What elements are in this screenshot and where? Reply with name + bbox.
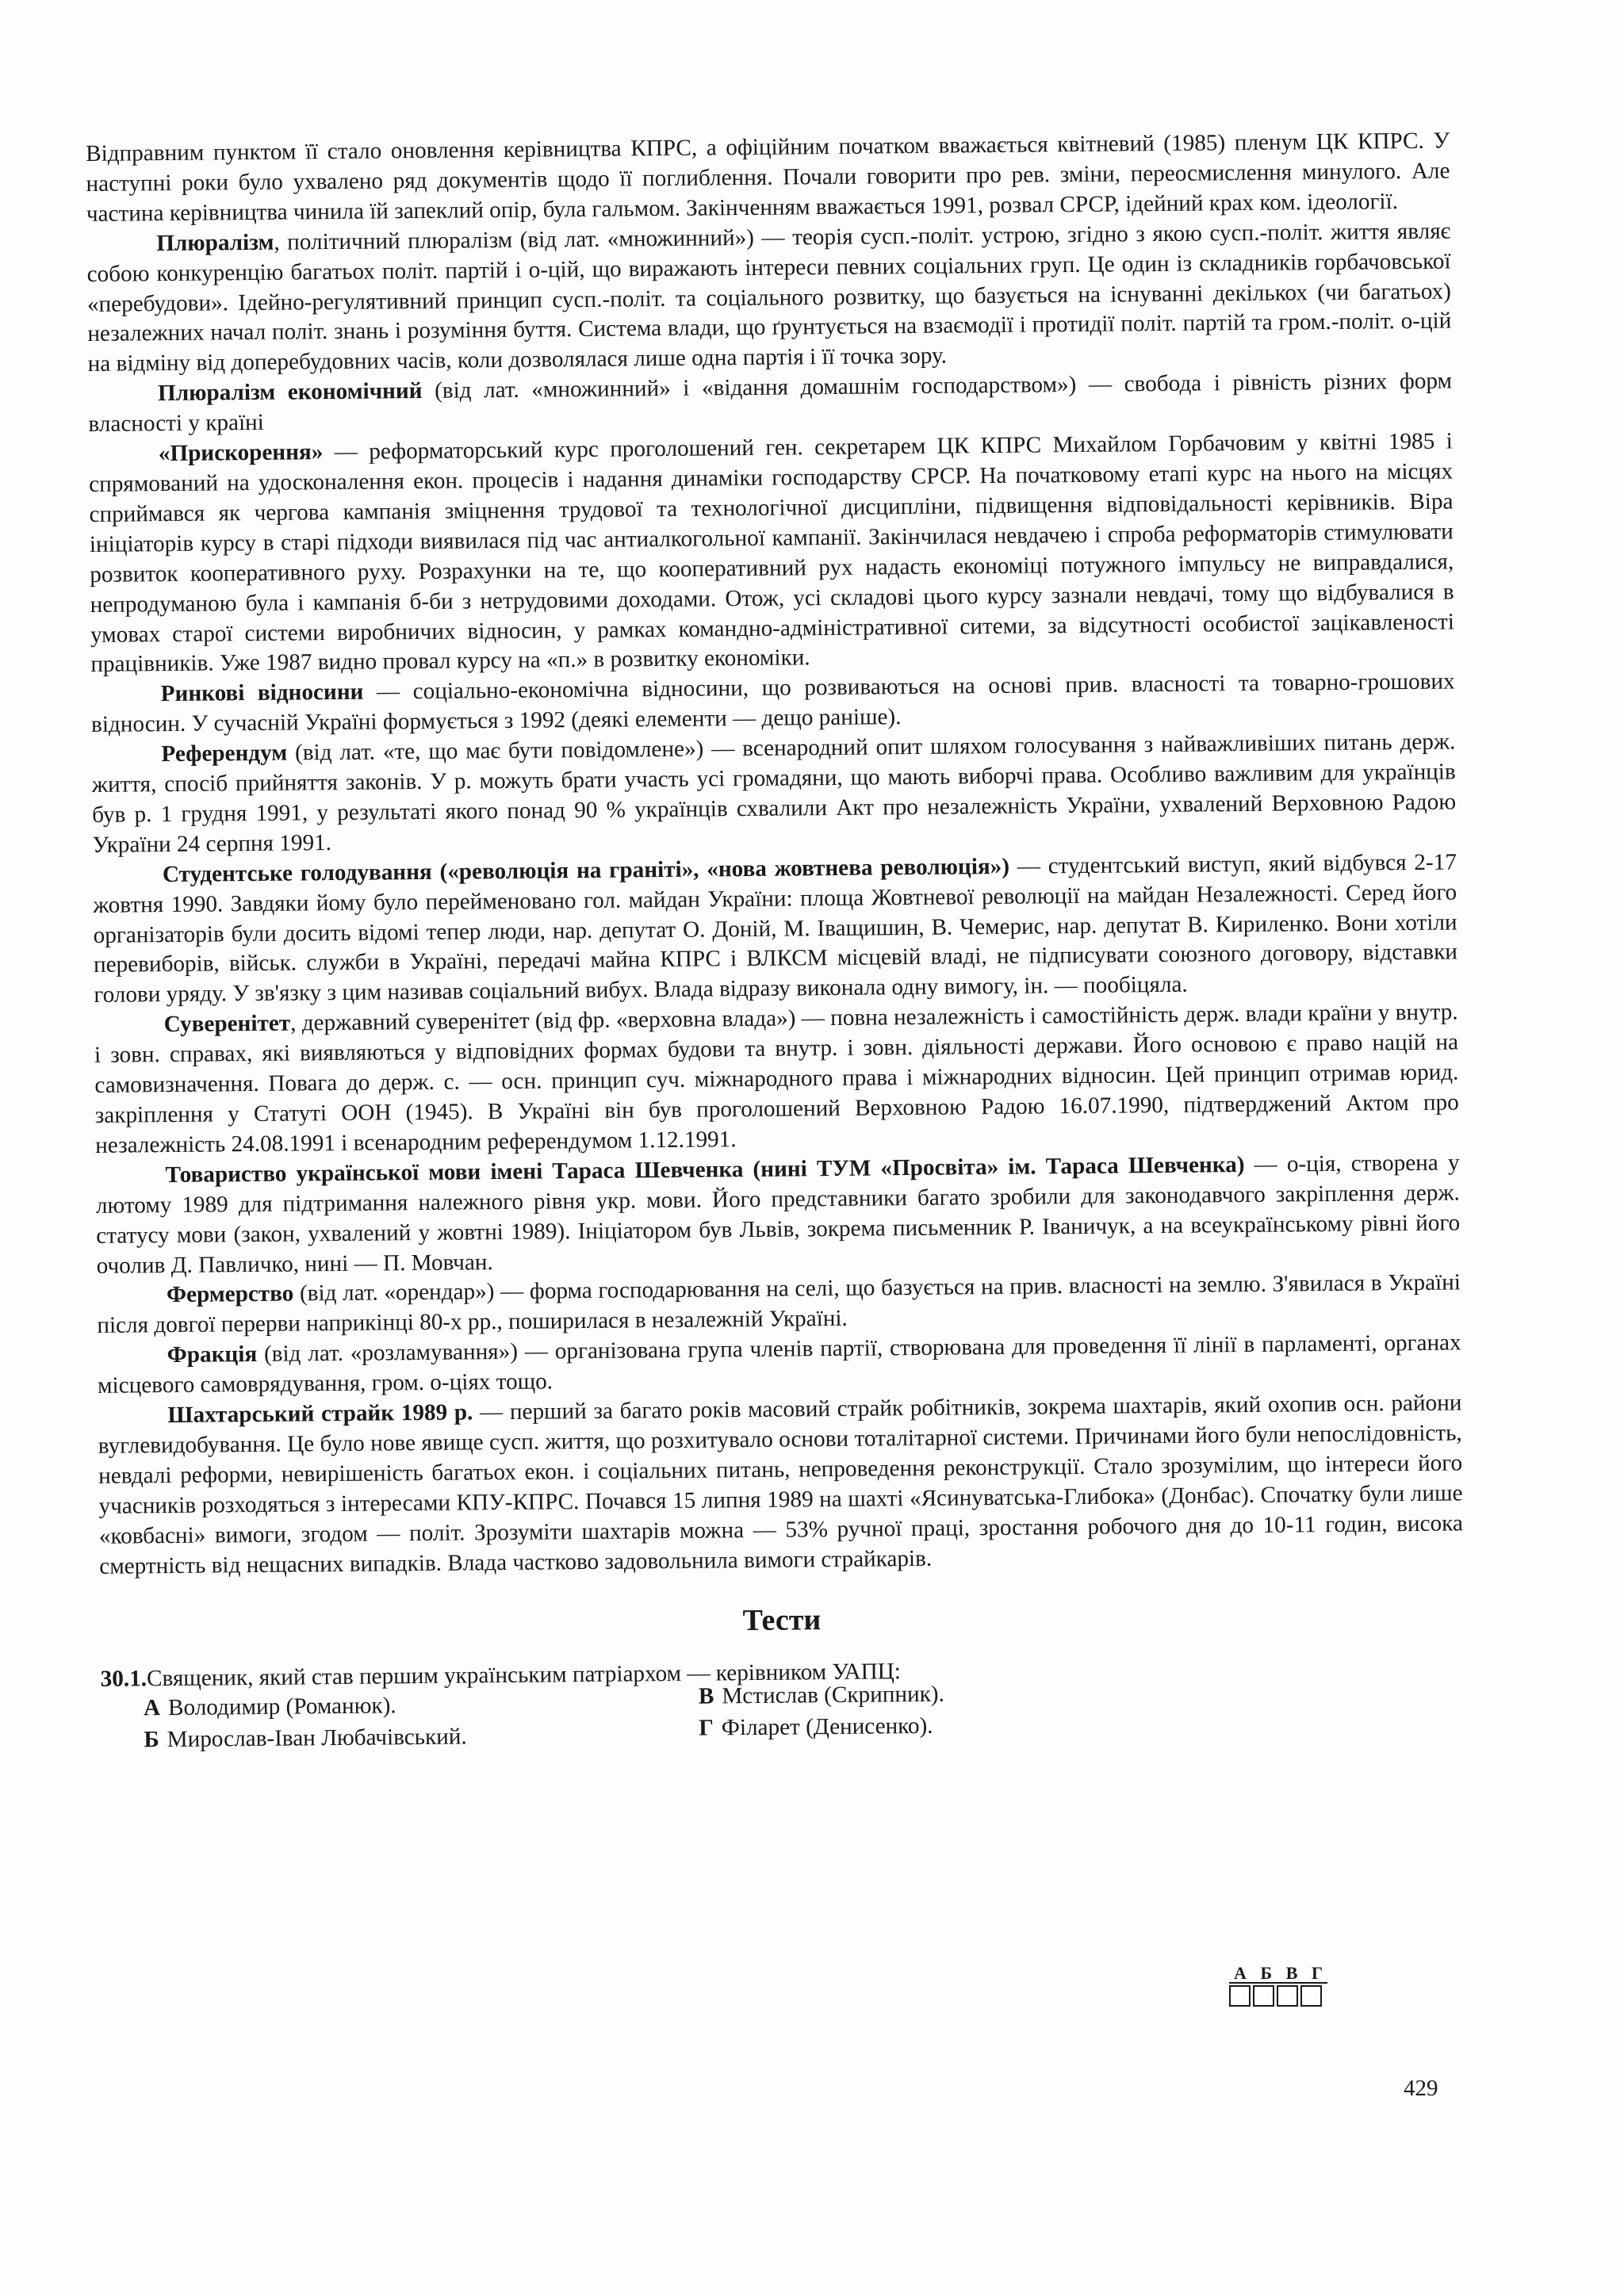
entry-definition: , політичний плюралізм (від лат. «множинний») — теорія сусп.-політ. устрою, згідно з якою сусп.-політ. життя являє собою конкуренцію багатьох політ. партій і о-цій, що виражають інтереси певних соціальних груп. Це один із складників горбачовської «перебудови». Ідейно-регулятивний принцип сусп.-політ. та соціального розвитку, що базується на існуванні декількох (чи багатьох) незалежних начал політ. знань і розуміння буття. Система влади, що ґрунтується на взаємодії і протидії політ. партій та гром.-політ. о-цій на відміну від доперебудовних часів, коли дозволялася лише одна партія і її точка зору. [86,218,1452,377]
entry-definition: — студентський виступ, який відбувся 2-17 жовтня 1990. Завдяки йому було перейменовано гол. майдан України: площа Жовтневої революції на майдан Незалежності. Серед його організаторів були досить відомі тепер люди, нар. депутат О. Доній, М. Іващишин, В. Чемерис, нар. депутат В. Кириленко. Вони хотіли перевиборів, військ. служби в Україні, передачі майна КПРС і ВЛКСМ місцевій владі, не підписувати союзного договору, відставки голови уряду. У зв'язку з цим називав соціальний вибух. Влада відразу виконала одну вимогу, ін. — пообіцяла. [93,849,1458,1008]
option-v-text: Мстислав (Скрипник). [722,1682,944,1709]
answer-letter-v: В [1285,1963,1298,1983]
entry-term: Фермерство [166,1280,294,1308]
answer-grid [1229,1965,1327,2007]
glossary-entry [94,998,1460,1161]
glossary-entry [98,1388,1463,1582]
option-b-text: Мирослав-Іван Любачівський. [167,1724,467,1753]
glossary-entry [89,427,1455,681]
answer-checkboxes [1229,1985,1327,2007]
answer-cell-v[interactable] [1277,1985,1298,2007]
answer-letter-b: Б [1260,1963,1273,1983]
glossary-entry [95,1148,1460,1281]
option-b-letter: Б [144,1727,159,1753]
entry-definition: (від лат. «орендар») — форма господарювання на селі, що базується на прив. власності на землю. З'явилася в Україні після довгої перерви наприкінці 80-х рр., поширилася в незалежній Україні. [97,1269,1461,1339]
entry-definition: Відправним пунктом її стало оновлення керівництва КПРС, а офіційним початком вважається квітневий (1985) пленум ЦК КПРС. У наступні роки було ухвалено ряд документів щодо її поглиблення. Почали говорити про рев. зміни, переосмислення минулого. Але частина керівництва чинила їй запеклий опір, була гальмом. Закінченням вважається 1991, розвал СРСР, ідейний крах ком. ідеології. [86,128,1450,227]
answer-cell-g[interactable] [1300,1985,1322,2007]
option-g-letter: Г [699,1715,714,1742]
entry-term: Суверенітет [163,1010,291,1038]
option-g-text: Філарет (Денисенко). [721,1713,933,1741]
answer-grid-letters [1229,1965,1327,1984]
entry-term: Товариство української мови імені Тараса Шевченка (нині ТУМ «Просвіта» ім. Тараса Шевченка) [165,1151,1245,1188]
glossary-entry [86,216,1452,380]
answer-cell-a[interactable] [1229,1985,1251,2007]
glossary-entries [86,126,1463,1582]
tests-section-title: Тести [742,1602,822,1637]
glossary-entry [93,848,1458,1011]
answer-cell-b[interactable] [1253,1985,1274,2007]
entry-term: Плюралізм економічний [157,378,423,407]
entry-definition: , державний суверенітет (від фр. «верховна влада») — повна незалежність і самостійність держ. влади країни у внутр. і зовн. справах, які виявляються у відповідних формах будови та внутр. і зовн. діяльності держави. Його основою є право націй на самовизначення. Повага до держ. с. — осн. принцип суч. міжнародного права і міжнародних відносин. Цей принцип отримав юрид. закріплення у Статуті ООН (1945). В Україні він був проголошений Верховною Радою 16.07.1990, підтверджений Актом про незалежність 24.08.1991 і всенародним референдумом 1.12.1991. [94,999,1459,1158]
answer-options [144,1682,1465,1758]
option-a [144,1692,396,1724]
option-g [699,1712,933,1744]
question-text: Священик, який став першим українським патріархом — керівником УАПЦ: [146,1658,902,1691]
option-v [699,1680,944,1712]
entry-definition: — перший за багато років масовий страйк робітників, зокрема шахтарів, який охопив осн. райони вуглевидобування. Це було нове явище сусп. життя, що розхитувало основи тоталітарної системи. Причинами його були непослідовність, невдалі реформи, невирішеність багатьох екон. і соціальних питань, непроведення реконструкції. Стало зрозумілим, що інтереси його учасників розходяться з інтересами КПУ-КПРС. Почався 15 липня 1989 на шахті «Ясинуватська-Глибока» (Донбас). Спочатку були лише «ковбасні» вимоги, згодом — політ. Зрозуміти шахтарів можна — 53% ручної праці, зростання робочого дня до 10-11 годин, висока смертність від нещасних випадків. Влада частково задовольнила вимоги страйкарів. [98,1390,1463,1579]
entry-definition: — соціально-економічна відносини, що розвиваються на основі прив. власності та товарно-грошових відносин. У сучасній Україні формується з 1992 (деякі елементи — дещо раніше). [90,668,1455,738]
option-b [144,1723,467,1756]
entry-term: Шахтарський страйк 1989 р. [167,1399,473,1429]
option-v-letter: В [698,1683,714,1710]
glossary-entry [86,126,1450,229]
page-number: 429 [1404,2076,1438,2101]
entry-term: «Прискорення» [158,439,324,467]
entry-definition: (від лат. «розламування») — організована група членів партії, створювана для проведення її лінії в парламенті, органах місцевого самоврядування, гром. о-ціях тощо. [97,1330,1461,1399]
glossary-entry [91,728,1456,861]
entry-term: Плюралізм [156,229,274,256]
option-a-letter: А [143,1695,161,1721]
entry-definition: — реформаторський курс проголошений ген. секретарем ЦК КПРС Михайлом Горбачовим у квітні 1985 і спрямований на удосконалення екон. процесів і надання динаміки господарству СРСР. На початковому етапі курс на нього на місцях сприймався як чергова кампанія зміцнення трудової та технологічної дисципліни, підвищення відповідальності керівників. Віра ініціаторів курсу в старі підходи виявилася під час антиалкогольної кампанії. Закінчилася невдачею і спроба реформаторів стимулювати розвиток кооперативного руху. Розрахунки на те, що кооперативний рух надасть економіці потужного імпульсу не виправдалися, непродуманою була і кампанія б-би з нетрудовими доходами. Отож, усі складові цього курсу зазнали невдачі, тому що відбувалися в умовах старої системи виробничих відносин, у рамках командно-адміністративної ситеми, за відсутності особистої зацікавленості працівників. Уже 1987 видно провал курсу на «п.» в розвитку економіки. [89,428,1455,678]
entry-term: Ринкові відносини [160,679,364,707]
entry-term: Фракція [167,1341,258,1368]
answer-letter-a: А [1234,1963,1247,1983]
entry-term: Референдум [161,740,288,767]
page-content [86,126,1465,1758]
entry-definition: (від лат. «множинний» і «відання домашнім господарством») — свобода і рівність різних форм власності у країні [88,368,1453,438]
option-a-text: Володимир (Романюк). [167,1693,396,1721]
entry-term: Студентське голодування («революція на граніті», «нова жовтнева революція») [162,853,1010,887]
entry-definition: — о-ція, створена у лютому 1989 для підтримання належного рівня укр. мови. Його представники багато зробили для законодавчого закріплення держ. статусу мови (закон, ухвалений у жовтні 1989). Ініціатором був Львів, зокрема письменник Р. Іваничук, а на всеукраїнському рівні його очолив Д. Павличко, нині — П. Мовчан. [95,1150,1461,1279]
answer-letter-g: Г [1312,1963,1323,1983]
entry-definition: (від лат. «те, що має бути повідомлене») — всенародний опит шляхом голосування з найважливіших питань держ. життя, спосіб прийняття законів. У р. можуть брати участь усі громадяни, що мають виборчі права. Особливо важливим для українців був р. 1 грудня 1991, у результаті якого понад 90 % українців схвалили Акт про незалежність України, ухвалений Верховною Радою України 24 серпня 1991. [91,729,1457,858]
question-number: 30.1. [100,1665,147,1692]
